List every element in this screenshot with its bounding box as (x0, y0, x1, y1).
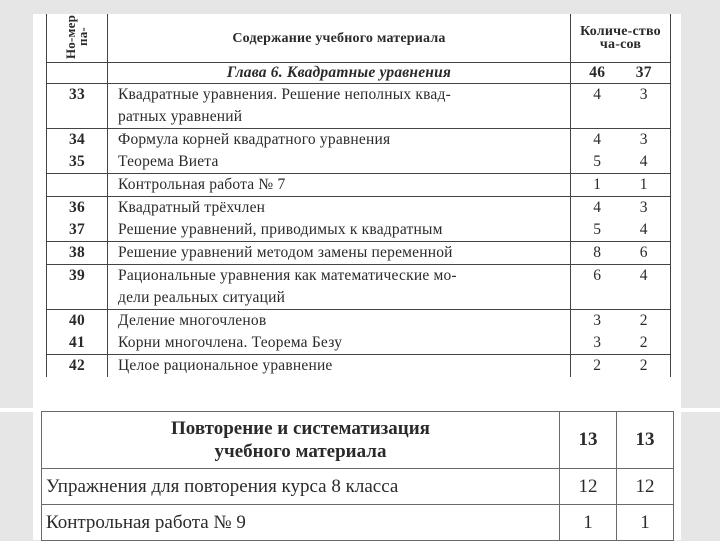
hours-1: 8 (593, 244, 602, 261)
review-hours-2: 13 (617, 412, 674, 469)
table-row (47, 219, 671, 242)
lesson-number: 35 (47, 151, 108, 174)
lesson-hours (571, 106, 671, 129)
lesson-hours (571, 287, 671, 310)
table-row (47, 106, 671, 129)
review-item-hours-2: 12 (617, 469, 674, 505)
review-section-row (42, 412, 674, 469)
review-row (42, 505, 674, 541)
review-item-text: Упражнения для повторения курса 8 класса (42, 469, 560, 505)
lesson-title: Формула корней квадратного уравнения (108, 129, 571, 152)
table-row (47, 84, 671, 107)
review-title-1: Повторение и систематизация (171, 418, 430, 439)
hours-2: 2 (639, 312, 648, 329)
hours-2: 2 (639, 334, 648, 351)
lesson-hours (571, 84, 671, 107)
lesson-title: ратных уравнений (108, 106, 571, 129)
hours-1: 4 (593, 199, 602, 216)
hours-2: 4 (639, 267, 648, 284)
curriculum-table (46, 14, 671, 377)
lesson-hours (571, 219, 671, 242)
review-table (41, 411, 674, 541)
review-title-2: учебного материала (214, 441, 387, 462)
lesson-hours (571, 151, 671, 174)
hours-2: 3 (639, 86, 648, 103)
lesson-hours (571, 355, 671, 378)
hours-2: 4 (639, 153, 648, 170)
hours-2: 3 (639, 199, 648, 216)
hours-2: 1 (639, 176, 648, 193)
lesson-hours (571, 242, 671, 265)
lesson-title: Рациональные уравнения как математические мо- (108, 265, 571, 288)
hours-2: 3 (639, 131, 648, 148)
review-item-hours-1: 1 (560, 505, 617, 541)
lesson-number (47, 106, 108, 129)
table-row (47, 151, 671, 174)
lesson-hours (571, 332, 671, 355)
review-item-hours-2: 1 (617, 505, 674, 541)
review-item-text: Контрольная работа № 9 (42, 505, 560, 541)
lesson-title: Теорема Виета (108, 151, 571, 174)
lesson-number (47, 287, 108, 310)
lesson-title: Контрольная работа № 7 (108, 174, 571, 197)
header-content: Содержание учебного материала (108, 14, 571, 63)
table-row (47, 242, 671, 265)
lesson-hours (571, 310, 671, 333)
review-item-hours-1: 12 (560, 469, 617, 505)
lesson-hours (571, 197, 671, 220)
lesson-number: 34 (47, 129, 108, 152)
header-number: Но-мер па- (47, 14, 108, 63)
header-hours: Количе-ство ча-сов (571, 14, 671, 63)
hours-1: 5 (593, 153, 602, 170)
table-row (47, 332, 671, 355)
hours-1: 3 (593, 312, 602, 329)
lesson-title: Корни многочлена. Теорема Безу (108, 332, 571, 355)
lesson-hours (571, 129, 671, 152)
chapter-row (47, 63, 671, 84)
hours-2: 2 (639, 357, 648, 374)
hours-1: 6 (593, 267, 602, 284)
lesson-number: 38 (47, 242, 108, 265)
lesson-number: 40 (47, 310, 108, 333)
hours-1: 1 (593, 176, 602, 193)
hours-1: 3 (593, 334, 602, 351)
lesson-title: Деление многочленов (108, 310, 571, 333)
hours-1: 5 (593, 221, 602, 238)
lesson-title: Квадратный трёхчлен (108, 197, 571, 220)
hours-1: 4 (593, 131, 602, 148)
chapter-hours-2: 37 (635, 64, 652, 81)
table-row (47, 355, 671, 378)
lesson-number: 41 (47, 332, 108, 355)
table-row (47, 197, 671, 220)
table-row (47, 265, 671, 288)
chapter-hours-1: 46 (589, 64, 606, 81)
lesson-number: 39 (47, 265, 108, 288)
table-row (47, 287, 671, 310)
lesson-title: Целое рациональное уравнение (108, 355, 571, 378)
lesson-hours (571, 174, 671, 197)
table-row (47, 174, 671, 197)
lesson-title: Решение уравнений методом замены переменной (108, 242, 571, 265)
lesson-number: 37 (47, 219, 108, 242)
hours-2: 4 (639, 221, 648, 238)
lesson-title: Решение уравнений, приводимых к квадратным (108, 219, 571, 242)
lesson-number: 36 (47, 197, 108, 220)
review-hours-1: 13 (560, 412, 617, 469)
lesson-number: 42 (47, 355, 108, 378)
hours-1: 2 (593, 357, 602, 374)
lesson-title: Квадратные уравнения. Решение неполных квад- (108, 84, 571, 107)
lesson-number (47, 174, 108, 197)
lesson-title: дели реальных ситуаций (108, 287, 571, 310)
lesson-number: 33 (47, 84, 108, 107)
review-row (42, 469, 674, 505)
lesson-hours (571, 265, 671, 288)
table-row (47, 129, 671, 152)
table-header (47, 14, 671, 63)
table-row (47, 310, 671, 333)
hours-1: 4 (593, 86, 602, 103)
hours-2: 6 (639, 244, 648, 261)
chapter-title: Глава 6. Квадратные уравнения (226, 64, 452, 81)
